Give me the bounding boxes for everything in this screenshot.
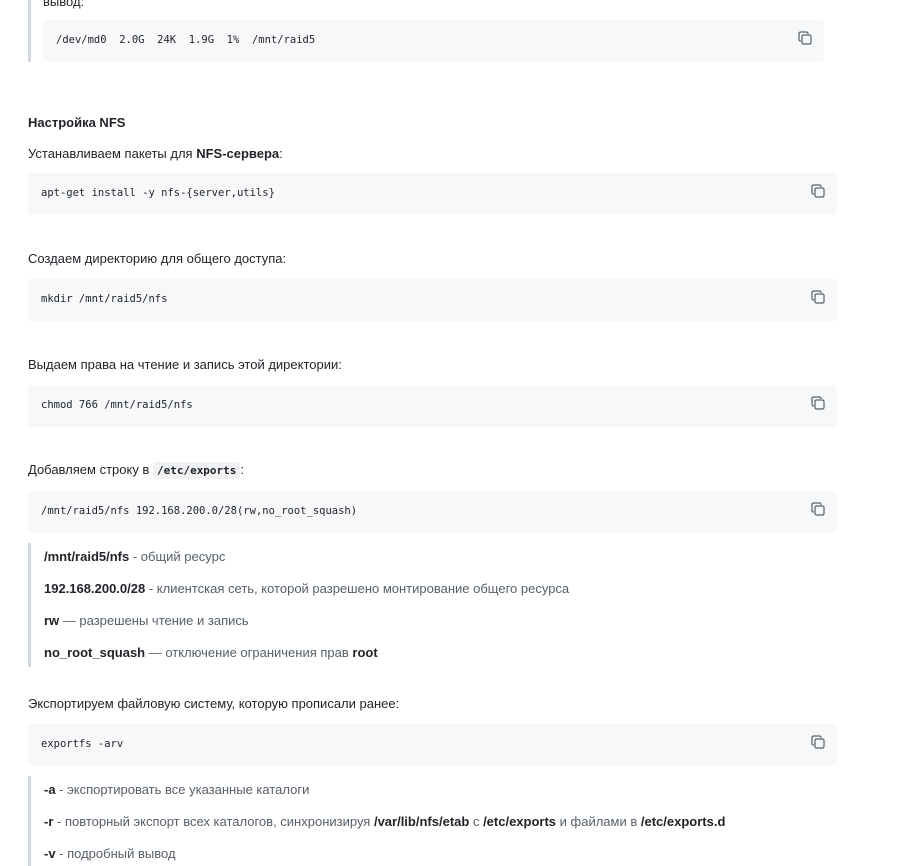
note-term: no_root_squash <box>44 645 146 660</box>
copy-icon[interactable] <box>811 396 825 410</box>
code-install[interactable]: apt-get install -y nfs-{server,utils} <box>41 187 275 199</box>
note-desc: - экспортировать все указанные каталоги <box>55 782 310 797</box>
note-path: /etc/exports.d <box>640 814 726 829</box>
code-block-install <box>28 173 837 215</box>
install-text-after: : <box>279 146 283 161</box>
note-desc: - общий ресурс <box>129 549 226 564</box>
note-desc: - подробный вывод <box>55 846 176 861</box>
list-item <box>44 846 176 861</box>
install-text-before: Устанавливаем пакеты для <box>28 146 197 161</box>
code-block-chmod <box>28 385 837 427</box>
list-item <box>44 645 378 660</box>
nfs-heading: Настройка NFS <box>28 115 126 130</box>
code-block-df <box>43 20 824 62</box>
note-term: -v <box>44 846 56 861</box>
blockquote-df-output <box>28 0 831 62</box>
note-desc: — разрешены чтение и запись <box>59 613 249 628</box>
copy-icon[interactable] <box>798 31 812 45</box>
copy-icon[interactable] <box>811 290 825 304</box>
note-path: /etc/exports <box>483 814 557 829</box>
list-item <box>44 581 569 596</box>
note-desc: - клиентская сеть, которой разрешено монтирование общего ресурса <box>145 581 570 596</box>
exports-text-after: : <box>240 462 245 477</box>
copy-icon[interactable] <box>811 184 825 198</box>
note-desc: — отключение ограничения прав <box>145 645 353 660</box>
list-item <box>44 549 225 564</box>
note-term: -a <box>44 782 56 797</box>
blockquote-exports-notes <box>28 543 828 667</box>
code-block-exports <box>28 491 837 533</box>
note-desc: с <box>469 814 484 829</box>
install-paragraph <box>28 146 283 161</box>
note-term: rw <box>44 613 60 628</box>
note-term: /mnt/raid5/nfs <box>44 549 130 564</box>
mkdir-paragraph: Создаем директорию для общего доступа: <box>28 251 287 266</box>
code-exportfs[interactable]: exportfs -arv <box>41 738 124 750</box>
code-mkdir[interactable]: mkdir /mnt/raid5/nfs <box>41 293 168 305</box>
exports-paragraph <box>28 462 244 477</box>
code-exports[interactable]: /mnt/raid5/nfs 192.168.200.0/28(rw,no_root_squash) <box>41 505 358 517</box>
note-term: -r <box>44 814 54 829</box>
blockquote-exportfs-notes <box>28 776 828 866</box>
copy-icon[interactable] <box>811 502 825 516</box>
copy-icon[interactable] <box>811 735 825 749</box>
list-item <box>44 782 309 797</box>
code-block-mkdir <box>28 279 837 321</box>
exportfs-paragraph: Экспортируем файловую систему, которую прописали ранее: <box>28 696 400 711</box>
list-item <box>44 613 249 628</box>
df-output-label: вывод: <box>43 0 85 9</box>
code-chmod[interactable]: chmod 766 /mnt/raid5/nfs <box>41 399 193 411</box>
chmod-paragraph: Выдаем права на чтение и запись этой директории: <box>28 357 342 372</box>
install-text-bold: NFS-сервера <box>196 146 280 161</box>
note-desc: и файлами в <box>556 814 641 829</box>
code-df[interactable]: /dev/md0 2.0G 24K 1.9G 1% /mnt/raid5 <box>56 34 316 46</box>
inline-code-etc-exports: /etc/exports <box>153 462 240 479</box>
note-term-root: root <box>352 645 378 660</box>
code-block-exportfs <box>28 724 837 766</box>
note-desc: - повторный экспорт всех каталогов, синхронизируя <box>53 814 374 829</box>
note-path: /var/lib/nfs/etab <box>373 814 470 829</box>
exports-text-before: Добавляем строку в <box>28 462 153 477</box>
list-item <box>44 814 725 829</box>
note-term: 192.168.200.0/28 <box>44 581 146 596</box>
